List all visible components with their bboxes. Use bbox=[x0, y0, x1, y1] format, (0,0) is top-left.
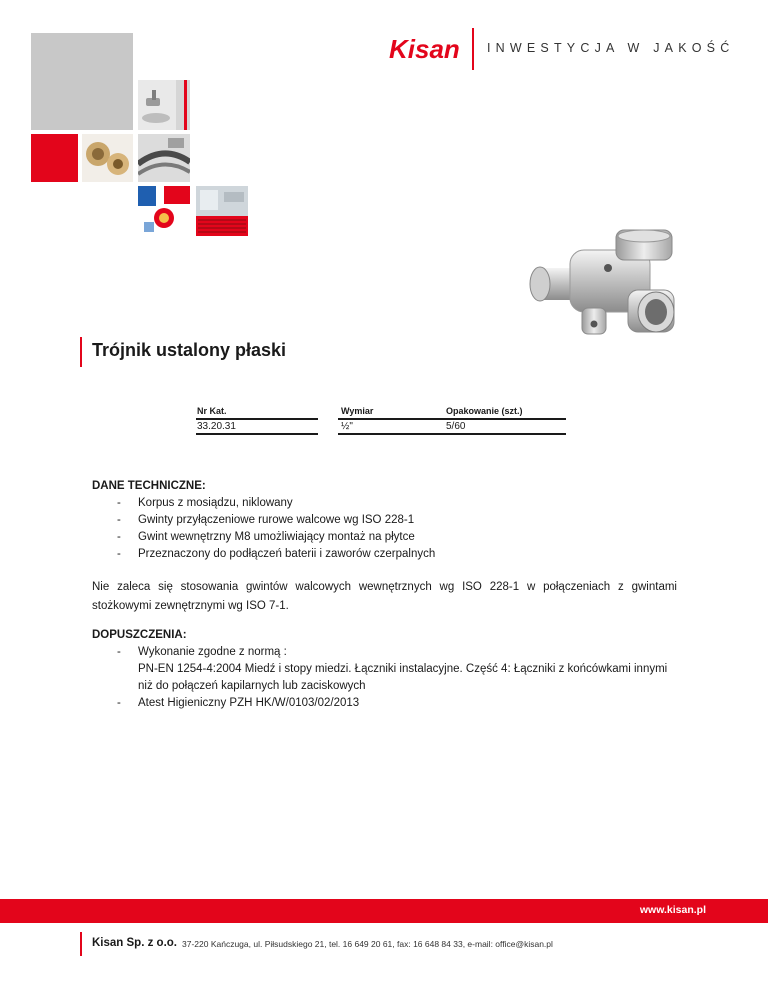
table-bottom-rule-2 bbox=[338, 433, 566, 435]
list-item: Przeznaczony do podłączeń baterii i zaworów czerpalnych bbox=[138, 548, 436, 560]
kisan-logo bbox=[389, 34, 467, 64]
technical-heading: DANE TECHNICZNE: bbox=[92, 480, 206, 492]
table-bottom-rule-1 bbox=[196, 433, 318, 435]
mosaic-fittings-photo bbox=[82, 134, 133, 182]
footer-accent-bar bbox=[80, 932, 82, 956]
mosaic-heating-photo bbox=[138, 186, 190, 236]
table-header-rule-1 bbox=[196, 418, 318, 420]
list-item: Atest Higieniczny PZH HK/W/0103/02/2013 bbox=[138, 697, 360, 709]
list-bullet: - bbox=[117, 646, 121, 658]
list-item-continuation: niż do połączeń kapilarnych lub zaciskowych bbox=[138, 680, 366, 692]
table-header-rule-2 bbox=[338, 418, 566, 420]
product-image bbox=[520, 228, 688, 346]
table-cell-catalog-no: 33.20.31 bbox=[197, 421, 236, 432]
table-cell-size: ½" bbox=[341, 421, 353, 432]
list-item: Gwinty przyłączeniowe rurowe walcowe wg ISO 228-1 bbox=[138, 514, 415, 526]
footer-website-link[interactable]: www.kisan.pl bbox=[639, 904, 706, 916]
table-header-size: Wymiar bbox=[341, 406, 374, 416]
table-header-packaging: Opakowanie (szt.) bbox=[446, 406, 523, 416]
mosaic-floor-heating-photo bbox=[196, 186, 248, 236]
list-bullet: - bbox=[117, 697, 121, 709]
list-bullet: - bbox=[117, 514, 121, 526]
product-title: Trójnik ustalony płaski bbox=[92, 340, 287, 360]
approvals-heading: DOPUSZCZENIA: bbox=[92, 629, 187, 641]
mosaic-faucet-photo bbox=[138, 80, 190, 130]
technical-note: Nie zaleca się stosowania gwintów walcowych wewnętrznych wg ISO 228-1 w połączeniach z gwintami stożkowymi zewnętrznymi wg ISO 7-1. bbox=[92, 581, 677, 612]
list-item: Wykonanie zgodne z normą : bbox=[138, 646, 287, 658]
mosaic-red-tile bbox=[31, 134, 78, 182]
list-bullet: - bbox=[117, 497, 121, 509]
list-item-continuation: PN-EN 1254-4:2004 Miedź i stopy miedzi. Łączniki instalacyjne. Część 4: Łączniki z końcówkami innymi bbox=[138, 663, 668, 675]
svg-text:Kisan: Kisan bbox=[389, 34, 460, 64]
footer-contact-address: 37-220 Kańczuga, ul. Piłsudskiego 21, tel. 16 649 20 61, fax: 16 648 84 33, e-mail: office@kisan.pl bbox=[182, 939, 553, 949]
table-cell-packaging: 5/60 bbox=[446, 421, 466, 432]
mosaic-pipes-photo bbox=[138, 134, 190, 182]
title-accent-bar bbox=[80, 337, 82, 367]
list-bullet: - bbox=[117, 531, 121, 543]
logo-divider bbox=[472, 28, 474, 70]
list-item: Korpus z mosiądzu, niklowany bbox=[138, 497, 293, 509]
table-header-catalog-no: Nr Kat. bbox=[197, 406, 227, 416]
footer-company-name: Kisan Sp. z o.o. bbox=[92, 937, 177, 949]
list-bullet: - bbox=[117, 548, 121, 560]
brand-tagline: INWESTYCJA W JAKOŚĆ bbox=[487, 41, 735, 55]
mosaic-grey-tile bbox=[31, 33, 133, 130]
list-item: Gwint wewnętrzny M8 umożliwiający montaż na płytce bbox=[138, 531, 415, 543]
